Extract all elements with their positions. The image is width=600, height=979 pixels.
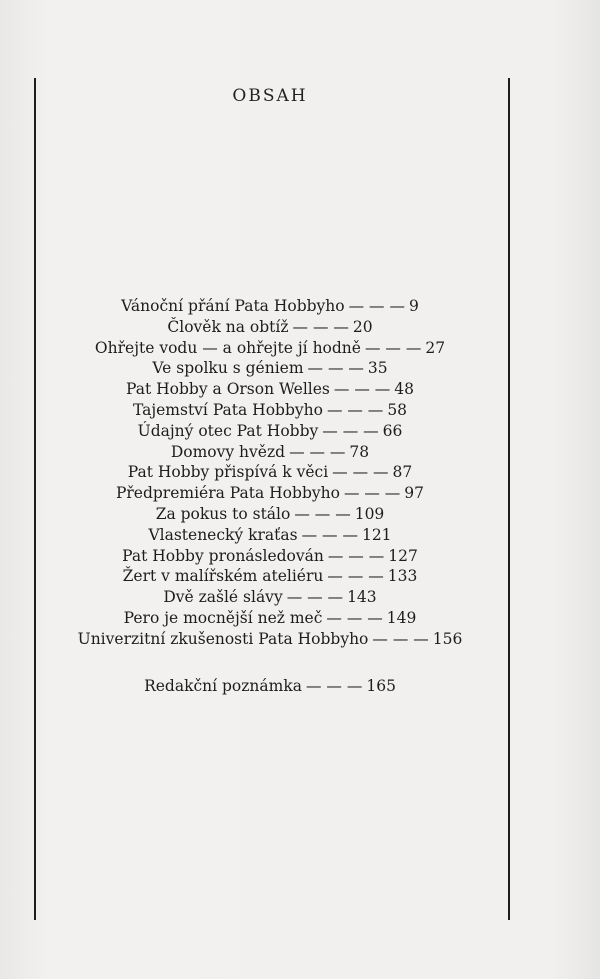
toc-entry-separator: — — — [364, 338, 422, 357]
toc-entry-title: Ohřejte vodu — a ohřejte jí hodně [94, 338, 361, 357]
toc-entry-page: 97 [404, 484, 425, 503]
toc-entry [0, 483, 540, 504]
contents-heading: OBSAH [232, 86, 308, 106]
toc-entry-page: 27 [425, 338, 446, 357]
toc-entry [0, 421, 540, 442]
toc-entry-title: Pat Hobby a Orson Welles [126, 380, 330, 399]
toc-entry-separator: — — — [305, 677, 363, 695]
toc-entry-page: 133 [387, 567, 418, 586]
toc-entry-title: Člověk na obtíž [167, 317, 289, 336]
toc-entry [0, 462, 540, 483]
editorial-note-title: Redakční poznámka [144, 677, 302, 695]
toc-entry [0, 608, 540, 629]
toc-entry-title: Ve spolku s géniem [152, 359, 304, 378]
toc-entry-title: Za pokus to stálo [155, 504, 291, 523]
toc-entry-separator: — — — [292, 317, 349, 336]
toc-entry-title: Univerzitní zkušenosti Pata Hobbyho [77, 629, 369, 648]
toc-entry-title: Pero je mocnější než meč [123, 608, 323, 627]
toc-entry-separator: — — — [327, 567, 384, 586]
toc-entry [0, 442, 540, 463]
toc-entry-page: 121 [361, 525, 392, 544]
toc-entry-page: 127 [388, 546, 418, 565]
toc-entry [0, 566, 540, 587]
toc-entry-title: Pat Hobby přispívá k věci [127, 463, 329, 482]
toc-entry-title: Domovy hvězd [170, 442, 286, 461]
editorial-note-page: 165 [366, 677, 396, 695]
toc-entry-title: Pat Hobby pronásledován [122, 546, 324, 565]
toc-entry-separator: — — — [333, 380, 391, 399]
toc-entry [0, 629, 540, 650]
toc-entry-separator: — — — [326, 400, 384, 419]
toc-entry-separator: — — — [372, 629, 429, 648]
toc-entry [0, 587, 540, 608]
toc-entry [0, 358, 540, 379]
toc-entry-page: 149 [386, 608, 417, 627]
editorial-note-entry [0, 676, 540, 697]
toc-entry-page: 58 [387, 400, 408, 419]
toc-entry-page: 78 [349, 442, 370, 461]
toc-entry-page: 87 [392, 463, 413, 482]
toc-entry-separator: — — — [301, 525, 358, 544]
toc-entry-separator: — — — [294, 504, 351, 523]
toc-entry-title: Tajemství Pata Hobbyho [132, 400, 323, 419]
toc-entry [0, 296, 540, 317]
toc-entry-separator: — — — [307, 359, 364, 378]
toc-entry-page: 109 [354, 504, 385, 523]
toc-entry-page: 35 [367, 359, 388, 378]
toc-entry [0, 546, 540, 567]
toc-entry-separator: — — — [289, 442, 346, 461]
toc-entry [0, 400, 540, 421]
toc-entry-separator: — — — [348, 297, 405, 315]
toc-entry [0, 338, 540, 359]
toc-entry-title: Vlastenecký kraťas [148, 525, 298, 544]
toc-entry-separator: — — — [326, 608, 383, 627]
toc-entry-title: Předpremiéra Pata Hobbyho [115, 484, 340, 503]
toc-entry-page: 48 [394, 380, 414, 399]
toc-entry-title: Údajný otec Pat Hobby [137, 421, 319, 440]
toc-entry-page: 9 [408, 297, 419, 315]
toc-entry-separator: — — — [286, 588, 344, 607]
toc-entry-separator: — — — [343, 484, 401, 503]
toc-entry [0, 504, 540, 525]
toc-entry-page: 20 [352, 317, 373, 336]
toc-entry [0, 317, 540, 338]
toc-entry-separator: — — — [327, 546, 385, 565]
toc-entry-title: Dvě zašlé slávy [163, 588, 283, 607]
toc-entry-separator: — — — [332, 463, 389, 482]
toc-entry-title: Vánoční přání Pata Hobbyho [121, 297, 345, 315]
toc-entry [0, 379, 540, 400]
toc-entry [0, 525, 540, 546]
toc-entry-page: 143 [347, 588, 377, 607]
toc-entry-page: 66 [382, 421, 403, 440]
table-of-contents [0, 296, 540, 650]
toc-entry-page: 156 [432, 629, 463, 648]
toc-entry-separator: — — — [322, 421, 379, 440]
toc-entry-title: Žert v malířském ateliéru [122, 567, 324, 586]
